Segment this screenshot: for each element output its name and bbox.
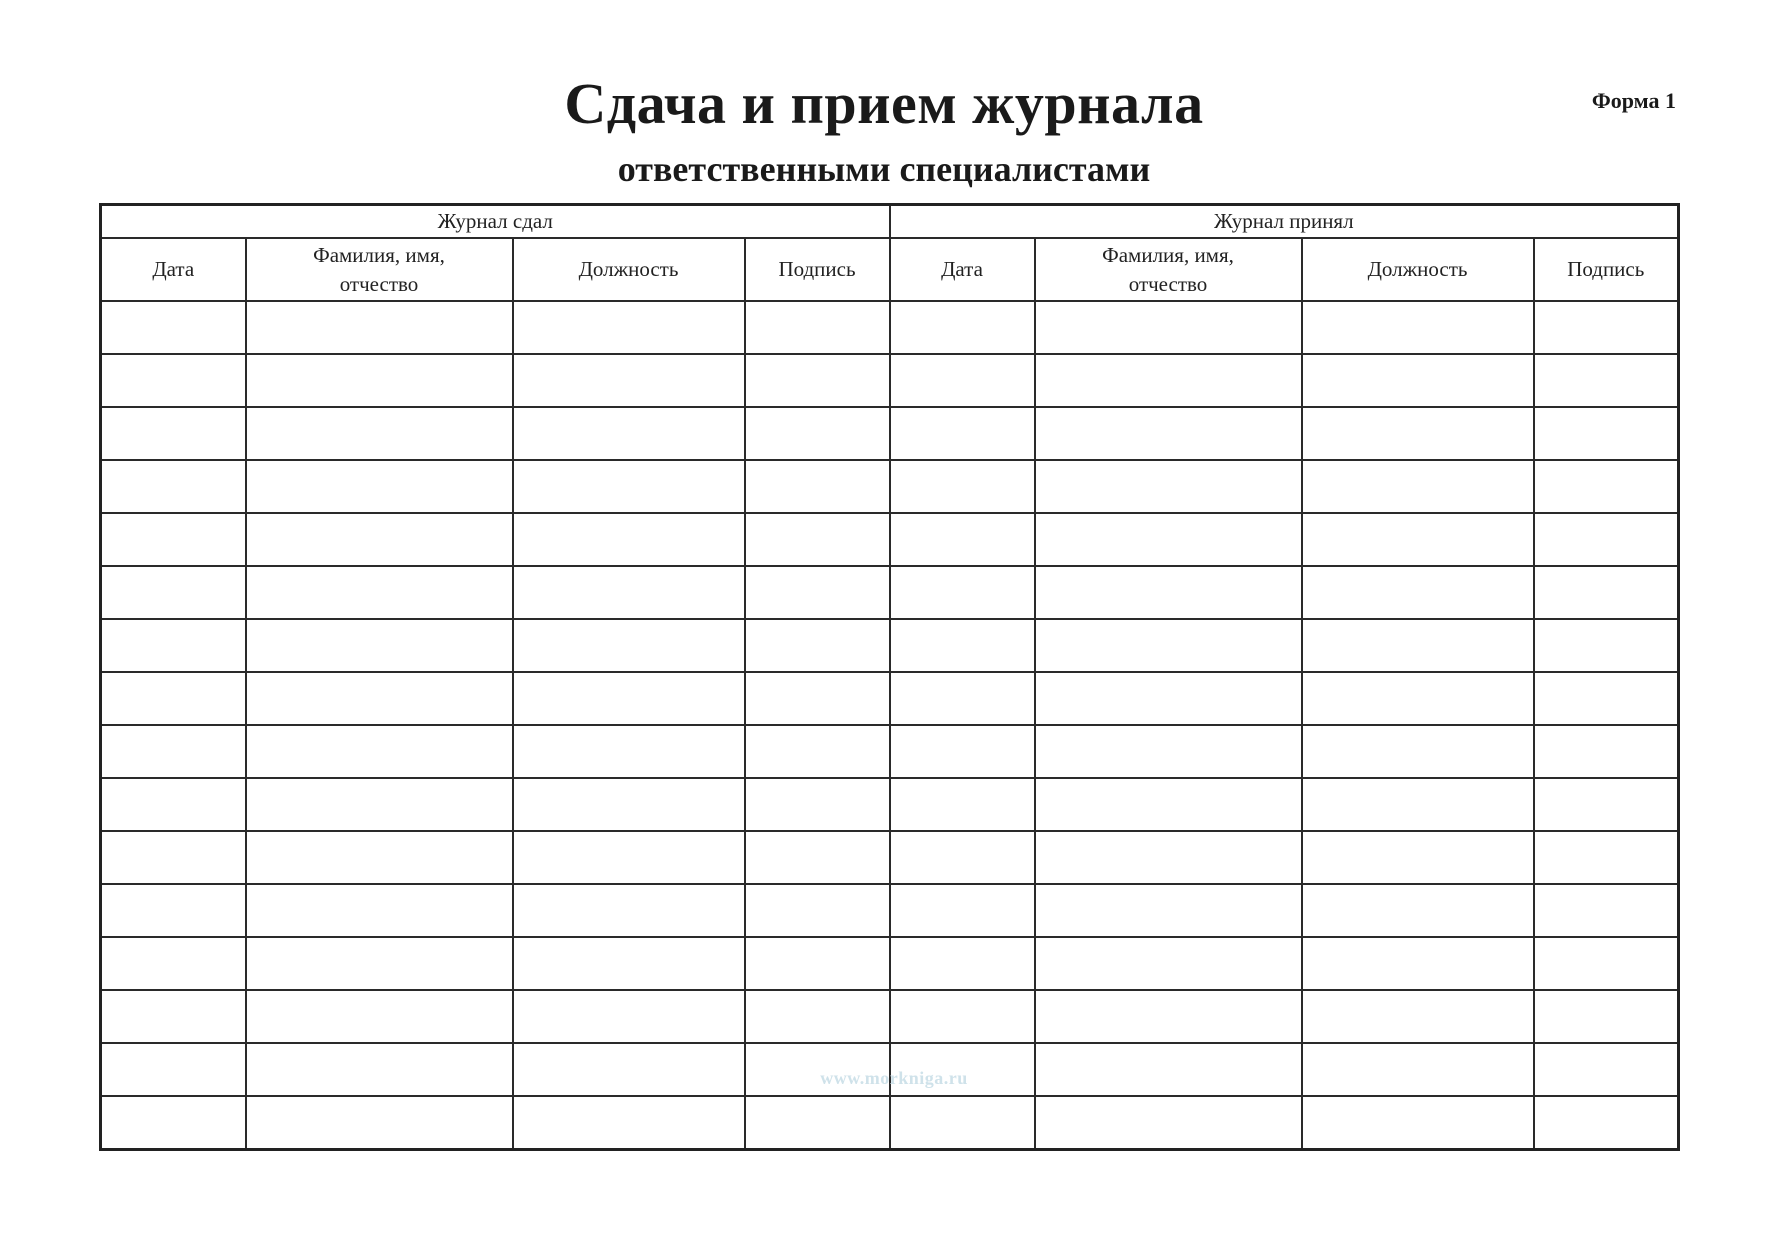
table-cell-received-position[interactable] (1302, 778, 1534, 831)
watermark: www.morkniga.ru (820, 1068, 968, 1088)
table-row (101, 672, 1679, 725)
table-cell-handed-position[interactable] (513, 725, 745, 778)
table-cell-received-signature[interactable] (1534, 407, 1679, 460)
table-cell-received-signature[interactable] (1534, 460, 1679, 513)
table-cell-handed-date[interactable] (101, 1096, 246, 1150)
table-cell-handed-full-name[interactable] (246, 354, 513, 407)
table-cell-handed-full-name[interactable] (246, 513, 513, 566)
table-cell-received-position[interactable] (1302, 566, 1534, 619)
table-row (101, 460, 1679, 513)
column-header-received-position (1302, 238, 1534, 301)
table-cell-handed-position[interactable] (513, 301, 745, 354)
table-cell-handed-date[interactable] (101, 354, 246, 407)
table-cell-handed-date[interactable] (101, 619, 246, 672)
column-header-line1: Фамилия, имя, (1102, 243, 1234, 268)
table-cell-received-date[interactable] (890, 725, 1035, 778)
table-cell-received-position[interactable] (1302, 407, 1534, 460)
table-cell-handed-full-name[interactable] (246, 566, 513, 619)
group-header-handed-over: Журнал сдал (101, 205, 890, 239)
table-cell-handed-date[interactable] (101, 831, 246, 884)
table-cell-received-signature[interactable] (1534, 672, 1679, 725)
table-cell-received-full-name[interactable] (1035, 407, 1302, 460)
table-cell-handed-position[interactable] (513, 672, 745, 725)
table-cell-received-date[interactable] (890, 937, 1035, 990)
table-cell-received-position[interactable] (1302, 513, 1534, 566)
table-cell-received-full-name[interactable] (1035, 301, 1302, 354)
table-cell-received-position[interactable] (1302, 672, 1534, 725)
column-header-handed-signature (745, 238, 890, 301)
table-cell-received-position[interactable] (1302, 301, 1534, 354)
table-cell-handed-date[interactable] (101, 513, 246, 566)
table-cell-received-signature[interactable] (1534, 990, 1679, 1043)
group-header-received: Журнал принял (890, 205, 1679, 239)
column-header-row (101, 238, 1679, 301)
table-cell-handed-position[interactable] (513, 407, 745, 460)
table-cell-handed-signature[interactable] (745, 619, 890, 672)
table-cell-handed-date[interactable] (101, 566, 246, 619)
table-cell-handed-position[interactable] (513, 990, 745, 1043)
table-cell-received-signature[interactable] (1534, 1096, 1679, 1150)
table-cell-received-position[interactable] (1302, 1096, 1534, 1150)
column-header-received-signature (1534, 238, 1679, 301)
table-cell-received-signature[interactable] (1534, 301, 1679, 354)
table-cell-received-signature[interactable] (1534, 619, 1679, 672)
table-cell-handed-signature[interactable] (745, 672, 890, 725)
table-cell-received-full-name[interactable] (1035, 513, 1302, 566)
table-cell-handed-position[interactable] (513, 831, 745, 884)
table-cell-handed-signature[interactable] (745, 354, 890, 407)
table-cell-received-position[interactable] (1302, 990, 1534, 1043)
table-cell-handed-full-name[interactable] (246, 937, 513, 990)
table-cell-handed-date[interactable] (101, 672, 246, 725)
table-cell-received-date[interactable] (890, 990, 1035, 1043)
table-cell-received-date[interactable] (890, 884, 1035, 937)
table-row (101, 990, 1679, 1043)
table-cell-received-date[interactable] (890, 460, 1035, 513)
column-header-line2: отчество (1128, 271, 1208, 296)
table-cell-handed-signature[interactable] (745, 513, 890, 566)
column-header-line1: Должность (1367, 257, 1468, 282)
table-cell-received-signature[interactable] (1534, 937, 1679, 990)
column-header-handed-date (101, 238, 246, 301)
table-row (101, 831, 1679, 884)
table-row (101, 937, 1679, 990)
table-cell-handed-signature[interactable] (745, 1096, 890, 1150)
table-cell-handed-position[interactable] (513, 619, 745, 672)
table-cell-received-date[interactable] (890, 566, 1035, 619)
table-cell-handed-position[interactable] (513, 778, 745, 831)
table-cell-handed-full-name[interactable] (246, 884, 513, 937)
table-cell-handed-full-name[interactable] (246, 778, 513, 831)
table-cell-handed-full-name[interactable] (246, 725, 513, 778)
table-cell-received-full-name[interactable] (1035, 778, 1302, 831)
table-row (101, 778, 1679, 831)
table-row (101, 513, 1679, 566)
table-row (101, 1096, 1679, 1150)
table-cell-handed-position[interactable] (513, 884, 745, 937)
table-cell-received-position[interactable] (1302, 884, 1534, 937)
table-cell-handed-date[interactable] (101, 937, 246, 990)
form-number-label: Форма 1 (1591, 88, 1676, 113)
table-row (101, 407, 1679, 460)
table-cell-handed-date[interactable] (101, 301, 246, 354)
table-row (101, 619, 1679, 672)
table-cell-handed-full-name[interactable] (246, 460, 513, 513)
page-title: Сдача и прием журнала (564, 71, 1204, 136)
table-row (101, 884, 1679, 937)
table-cell-received-signature[interactable] (1534, 354, 1679, 407)
group-header-row (101, 205, 1679, 239)
table-cell-handed-signature[interactable] (745, 937, 890, 990)
table-cell-received-date[interactable] (890, 407, 1035, 460)
table-cell-received-date[interactable] (890, 672, 1035, 725)
table-cell-handed-signature[interactable] (745, 566, 890, 619)
table-cell-handed-date[interactable] (101, 407, 246, 460)
table-cell-received-position[interactable] (1302, 460, 1534, 513)
page-subtitle: ответственными специалистами (617, 149, 1151, 189)
table-cell-handed-signature[interactable] (745, 407, 890, 460)
table-cell-handed-signature[interactable] (745, 990, 890, 1043)
column-header-handed-position (513, 238, 745, 301)
table-cell-received-date[interactable] (890, 619, 1035, 672)
table-body (101, 301, 1679, 1150)
table-cell-handed-full-name[interactable] (246, 831, 513, 884)
table-cell-received-signature[interactable] (1534, 884, 1679, 937)
table-cell-received-position[interactable] (1302, 937, 1534, 990)
table-cell-handed-full-name[interactable] (246, 672, 513, 725)
table-cell-handed-date[interactable] (101, 884, 246, 937)
table-row (101, 354, 1679, 407)
column-header-line1: Подпись (1567, 257, 1645, 282)
table-cell-handed-full-name[interactable] (246, 407, 513, 460)
column-header-line1: Должность (578, 257, 679, 282)
table-cell-received-date[interactable] (890, 778, 1035, 831)
column-header-line1: Дата (941, 257, 983, 282)
column-header-line1: Фамилия, имя, (313, 243, 445, 268)
table-cell-handed-signature[interactable] (745, 884, 890, 937)
table-cell-handed-date[interactable] (101, 778, 246, 831)
column-header-handed-full-name (246, 238, 513, 301)
table-cell-received-full-name[interactable] (1035, 990, 1302, 1043)
table-cell-handed-full-name[interactable] (246, 1096, 513, 1150)
table-cell-received-position[interactable] (1302, 619, 1534, 672)
table-cell-received-signature[interactable] (1534, 778, 1679, 831)
table-cell-received-signature[interactable] (1534, 725, 1679, 778)
column-header-received-full-name (1035, 238, 1302, 301)
table-cell-received-full-name[interactable] (1035, 1096, 1302, 1150)
table-cell-received-full-name[interactable] (1035, 460, 1302, 513)
table-cell-handed-signature[interactable] (745, 778, 890, 831)
table-cell-received-full-name[interactable] (1035, 831, 1302, 884)
table-cell-handed-position[interactable] (513, 460, 745, 513)
table-cell-received-signature[interactable] (1534, 513, 1679, 566)
table-cell-received-date[interactable] (890, 831, 1035, 884)
table-cell-received-date[interactable] (890, 301, 1035, 354)
table-row (101, 725, 1679, 778)
table-cell-received-position[interactable] (1302, 354, 1534, 407)
table-cell-received-full-name[interactable] (1035, 672, 1302, 725)
column-header-received-date (890, 238, 1035, 301)
column-header-line2: отчество (339, 271, 419, 296)
table-cell-received-full-name[interactable] (1035, 354, 1302, 407)
table-cell-handed-signature[interactable] (745, 831, 890, 884)
table-cell-received-date[interactable] (890, 354, 1035, 407)
table-cell-handed-date[interactable] (101, 725, 246, 778)
table-cell-handed-full-name[interactable] (246, 301, 513, 354)
table-row (101, 301, 1679, 354)
table-cell-received-full-name[interactable] (1035, 884, 1302, 937)
table-cell-handed-position[interactable] (513, 566, 745, 619)
table-cell-received-full-name[interactable] (1035, 937, 1302, 990)
journal-handover-table (99, 203, 1680, 1151)
table-cell-received-position[interactable] (1302, 725, 1534, 778)
table-cell-received-position[interactable] (1302, 831, 1534, 884)
table-cell-received-full-name[interactable] (1035, 619, 1302, 672)
column-header-line1: Дата (152, 257, 195, 282)
table-cell-received-signature[interactable] (1534, 831, 1679, 884)
table-cell-handed-position[interactable] (513, 937, 745, 990)
table-cell-handed-signature[interactable] (745, 301, 890, 354)
table-cell-handed-signature[interactable] (745, 460, 890, 513)
table-cell-handed-position[interactable] (513, 513, 745, 566)
table-cell-handed-full-name[interactable] (246, 619, 513, 672)
table-cell-handed-position[interactable] (513, 354, 745, 407)
table-cell-received-signature[interactable] (1534, 566, 1679, 619)
table-cell-received-date[interactable] (890, 513, 1035, 566)
table-row (101, 566, 1679, 619)
table-cell-received-date[interactable] (890, 1096, 1035, 1150)
table-cell-received-full-name[interactable] (1035, 566, 1302, 619)
table-cell-handed-signature[interactable] (745, 725, 890, 778)
table-cell-handed-date[interactable] (101, 460, 246, 513)
table-cell-handed-position[interactable] (513, 1096, 745, 1150)
column-header-line1: Подпись (778, 257, 856, 282)
table-cell-received-full-name[interactable] (1035, 725, 1302, 778)
table-cell-handed-full-name[interactable] (246, 990, 513, 1043)
table-cell-handed-date[interactable] (101, 990, 246, 1043)
